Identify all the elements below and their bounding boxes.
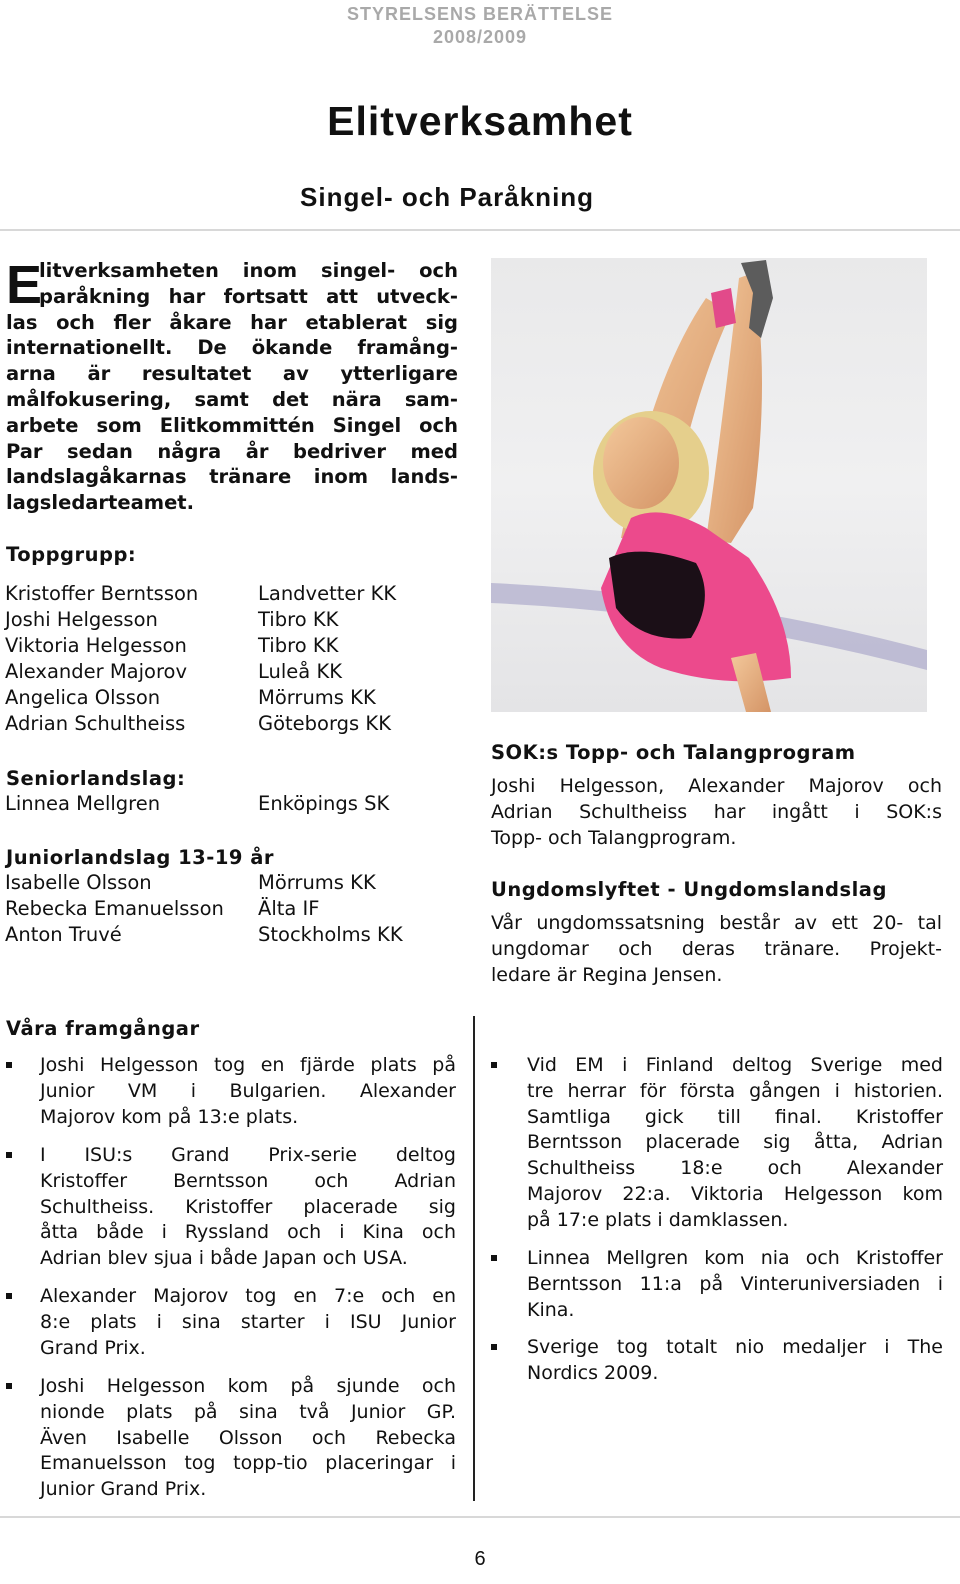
drop-cap: E <box>6 255 43 315</box>
framgangar-heading: Våra framgångar <box>6 1017 200 1040</box>
bullet-item <box>491 1335 943 1387</box>
club-name: Mörrums KK <box>258 686 376 709</box>
intro-line: internationellt. De ökande framång- <box>6 336 458 360</box>
bullet-line: Junior VM i Bulgarien. Alexander <box>40 1079 456 1102</box>
bullet-marker <box>6 1383 12 1389</box>
intro-line: målfokusering, samt det nära sam- <box>6 387 458 411</box>
list-item <box>5 712 391 735</box>
bullet-item <box>6 1143 456 1272</box>
club-name: Älta IF <box>258 897 320 920</box>
report-header: STYRELSENS BERÄTTELSE <box>346 4 614 24</box>
toppgrupp-list <box>5 582 465 742</box>
toppgrupp-heading: Toppgrupp: <box>6 543 137 566</box>
skater-name: Viktoria Helgesson <box>5 634 187 657</box>
sok-line: Topp- och Talangprogram. <box>491 826 737 849</box>
list-item <box>5 792 390 815</box>
intro-line: litverksamheten inom singel- och <box>39 259 458 282</box>
club-name: Tibro KK <box>258 634 339 657</box>
list-item <box>5 608 339 631</box>
bullet-line: Nordics 2009. <box>527 1361 659 1384</box>
bullet-line: Majorov kom på 13:e plats. <box>40 1105 299 1128</box>
ungdom-line: Vår ungdomssatsning består av ett 20- tal <box>491 912 942 934</box>
bullet-line: 8:e plats i sina starter i ISU Junior <box>40 1310 456 1333</box>
bullet-line: I ISU:s Grand Prix-serie deltog <box>40 1144 456 1166</box>
skater-name: Anton Truvé <box>5 923 122 946</box>
bullet-line: på 17:e plats i damklassen. <box>527 1208 789 1231</box>
intro-line: landslagåkarnas tränare inom lands- <box>6 465 458 489</box>
ungdom-heading: Ungdomslyftet - Ungdomslandslag <box>491 878 887 901</box>
club-name: Landvetter KK <box>258 582 397 605</box>
bullet-marker <box>6 1152 12 1158</box>
juniorlandslag-heading: Juniorlandslag 13-19 år <box>6 846 275 869</box>
bullet-line: Även Isabelle Olsson och Rebecka <box>40 1426 456 1449</box>
intro-line: arna är resultatet av ytterligare <box>6 362 458 386</box>
bullet-line: Joshi Helgesson tog en fjärde plats på <box>40 1054 456 1076</box>
footer-divider <box>0 1516 960 1518</box>
skater-photo <box>491 258 927 712</box>
seniorlandslag-heading: Seniorlandslag: <box>6 767 186 790</box>
bullet-item <box>491 1053 943 1234</box>
page-number: 6 <box>474 1548 486 1570</box>
club-name: Göteborgs KK <box>258 712 391 735</box>
sok-paragraph <box>491 774 942 851</box>
sok-line: Adrian Schultheiss har ingått i SOK:s <box>491 800 942 823</box>
skater-name: Kristoffer Berntsson <box>5 582 199 605</box>
bullet-item <box>6 1284 456 1361</box>
bullet-line: Samtliga gick till final. Kristoffer <box>527 1105 943 1128</box>
header-divider <box>0 229 960 231</box>
bullet-line: Schultheiss. Kristoffer placerade sig <box>40 1195 456 1218</box>
ungdom-paragraph <box>491 911 942 988</box>
bullet-marker <box>6 1293 12 1299</box>
juniorlandslag-list <box>5 871 465 951</box>
ungdom-line: ledare är Regina Jensen. <box>491 963 723 986</box>
bullet-item <box>6 1374 456 1503</box>
club-name: Enköpings SK <box>258 792 390 815</box>
sok-heading: SOK:s Topp- och Talangprogram <box>491 741 856 764</box>
list-item <box>5 897 320 920</box>
bullet-line: Berntsson placerade sig åtta, Adrian <box>527 1131 943 1154</box>
bullet-line: Sverige tog totalt nio medaljer i The <box>527 1336 943 1358</box>
bullet-line: Alexander Majorov tog en 7:e och en <box>40 1285 456 1307</box>
bullet-line: Junior Grand Prix. <box>40 1478 207 1501</box>
bullet-line: Grand Prix. <box>40 1336 146 1359</box>
bullet-line: Schultheiss 18:e och Alexander <box>527 1157 943 1180</box>
seniorlandslag-list <box>5 792 465 818</box>
list-item <box>5 871 376 894</box>
list-item <box>5 660 343 683</box>
bullet-line: åtta både i Ryssland och i Kina och <box>40 1221 456 1244</box>
bullet-marker <box>491 1062 497 1068</box>
skater-name: Alexander Majorov <box>5 660 188 683</box>
column-divider <box>473 1016 475 1501</box>
list-item <box>5 923 403 946</box>
skater-name: Linnea Mellgren <box>5 792 161 815</box>
skater-name: Angelica Olsson <box>5 686 161 709</box>
intro-line: arbete som Elitkommittén Singel och <box>6 413 458 437</box>
list-item <box>5 582 397 605</box>
bullet-line: Adrian blev sjua i både Japan och USA. <box>40 1247 408 1270</box>
intro-line: lagsledarteamet. <box>6 491 195 515</box>
bullet-line: Kina. <box>527 1298 575 1321</box>
intro-line: las och fler åkare har etablerat sig <box>6 310 458 334</box>
bullet-line: Berntsson 11:a på Vinteruniversiaden i <box>527 1272 943 1295</box>
skater-name: Adrian Schultheiss <box>5 712 186 735</box>
list-item <box>5 686 376 709</box>
bullet-marker <box>491 1344 497 1350</box>
bullet-line: tre herrar för första gången i historien. <box>527 1079 943 1102</box>
bullet-line: Joshi Helgesson kom på sjunde och <box>40 1375 456 1397</box>
bullet-line: nionde plats på sina två Junior GP. <box>40 1400 456 1423</box>
skater-name: Rebecka Emanuelsson <box>5 897 224 920</box>
bullet-line: Emanuelsson tog topp-tio placeringar i <box>40 1452 456 1475</box>
bullet-marker <box>6 1062 12 1068</box>
ungdom-line: ungdomar och deras tränare. Projekt- <box>491 937 942 960</box>
bullet-item <box>491 1246 943 1323</box>
report-year: 2008/2009 <box>432 27 528 47</box>
bullet-line: Kristoffer Berntsson och Adrian <box>40 1169 456 1192</box>
skater-name: Joshi Helgesson <box>5 608 158 631</box>
bullet-line: Linnea Mellgren kom nia och Kristoffer <box>527 1247 943 1269</box>
intro-line: Par sedan några år bedriver med <box>6 439 458 463</box>
framgangar-left-list <box>6 1053 456 1503</box>
bullet-line: Vid EM i Finland deltog Sverige med <box>527 1054 943 1076</box>
bullet-marker <box>491 1255 497 1261</box>
page-subtitle: Singel- och Paråkning <box>300 182 595 212</box>
intro-line: paråkning har fortsatt att utveck- <box>39 284 458 308</box>
bullet-line: Majorov 22:a. Viktoria Helgesson kom <box>527 1182 943 1205</box>
club-name: Luleå KK <box>258 660 343 683</box>
intro-paragraph <box>6 255 458 516</box>
page-title: Elitverksamhet <box>327 98 633 144</box>
framgangar-right-list <box>491 1053 943 1403</box>
sok-line: Joshi Helgesson, Alexander Majorov och <box>491 775 942 797</box>
skater-name: Isabelle Olsson <box>5 871 152 894</box>
club-name: Stockholms KK <box>258 923 403 946</box>
list-item <box>5 634 339 657</box>
club-name: Tibro KK <box>258 608 339 631</box>
club-name: Mörrums KK <box>258 871 376 894</box>
bullet-item <box>6 1053 456 1130</box>
